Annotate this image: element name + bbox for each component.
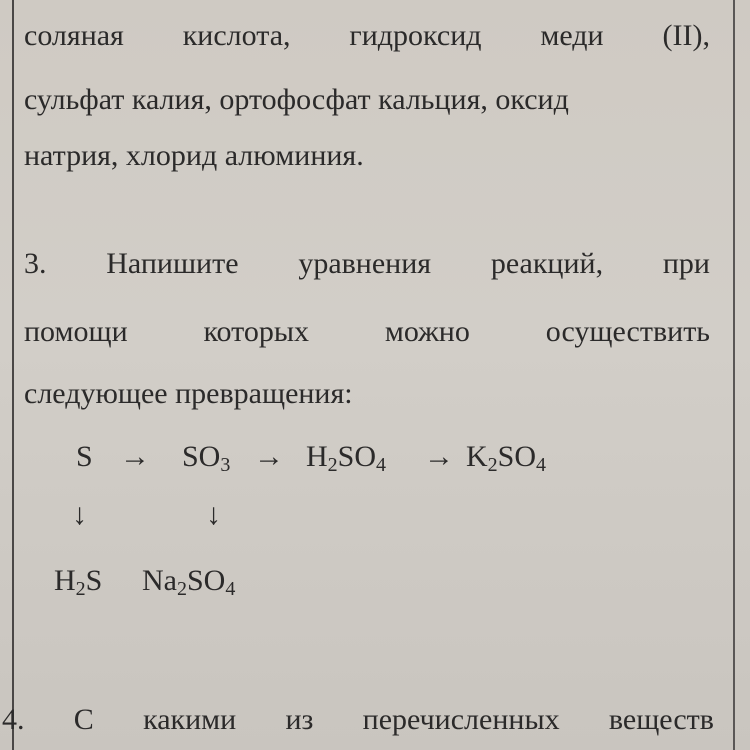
word: какими xyxy=(143,703,237,736)
arrow-right-icon: → xyxy=(254,440,284,473)
word: С xyxy=(73,703,94,736)
word: реакций, xyxy=(490,247,604,280)
formula-k2so4: $K_2SO_4$ xyxy=(466,440,547,476)
arrow-down-icon: ↓ xyxy=(72,498,87,531)
word: которых xyxy=(203,315,309,348)
word: из xyxy=(285,703,314,736)
word: Напишите xyxy=(106,247,239,280)
para1-line2: сульфат калия, ортофосфат кальция, оксид xyxy=(24,83,569,116)
task-number: 4. xyxy=(2,703,25,736)
page-border-left xyxy=(12,0,14,750)
formula-so3: $SO_3$ xyxy=(182,440,231,476)
formula-h2s: $H_2S$ xyxy=(54,564,103,600)
word: веществ xyxy=(608,703,714,736)
task3-line2 xyxy=(24,314,710,350)
page-border-right xyxy=(733,0,735,750)
task-number: 3. xyxy=(24,247,47,280)
task3-line3: следующее превращения: xyxy=(24,377,353,410)
word: гидроксид xyxy=(349,19,482,52)
formula-s: S xyxy=(76,440,93,473)
arrow-down-icon: ↓ xyxy=(206,498,221,531)
formula-na2so4: $Na_2SO_4$ xyxy=(142,564,236,600)
word: можно xyxy=(384,315,470,348)
word: кислота, xyxy=(182,19,291,52)
para1-line1 xyxy=(24,18,710,54)
word: уравнения xyxy=(298,247,432,280)
task3-line1 xyxy=(24,246,710,282)
task4-line1 xyxy=(2,702,714,738)
word: при xyxy=(662,247,710,280)
arrow-right-icon: → xyxy=(424,440,454,473)
arrow-right-icon: → xyxy=(120,440,150,473)
para1-line3: натрия, хлорид алюминия. xyxy=(24,139,364,172)
word: помощи xyxy=(24,315,128,348)
word: соляная xyxy=(24,19,124,52)
word: перечисленных xyxy=(362,703,560,736)
formula-h2so4: $H_2SO_4$ xyxy=(306,440,387,476)
word: меди xyxy=(540,19,604,52)
word: (II), xyxy=(662,19,710,52)
word: осуществить xyxy=(545,315,710,348)
